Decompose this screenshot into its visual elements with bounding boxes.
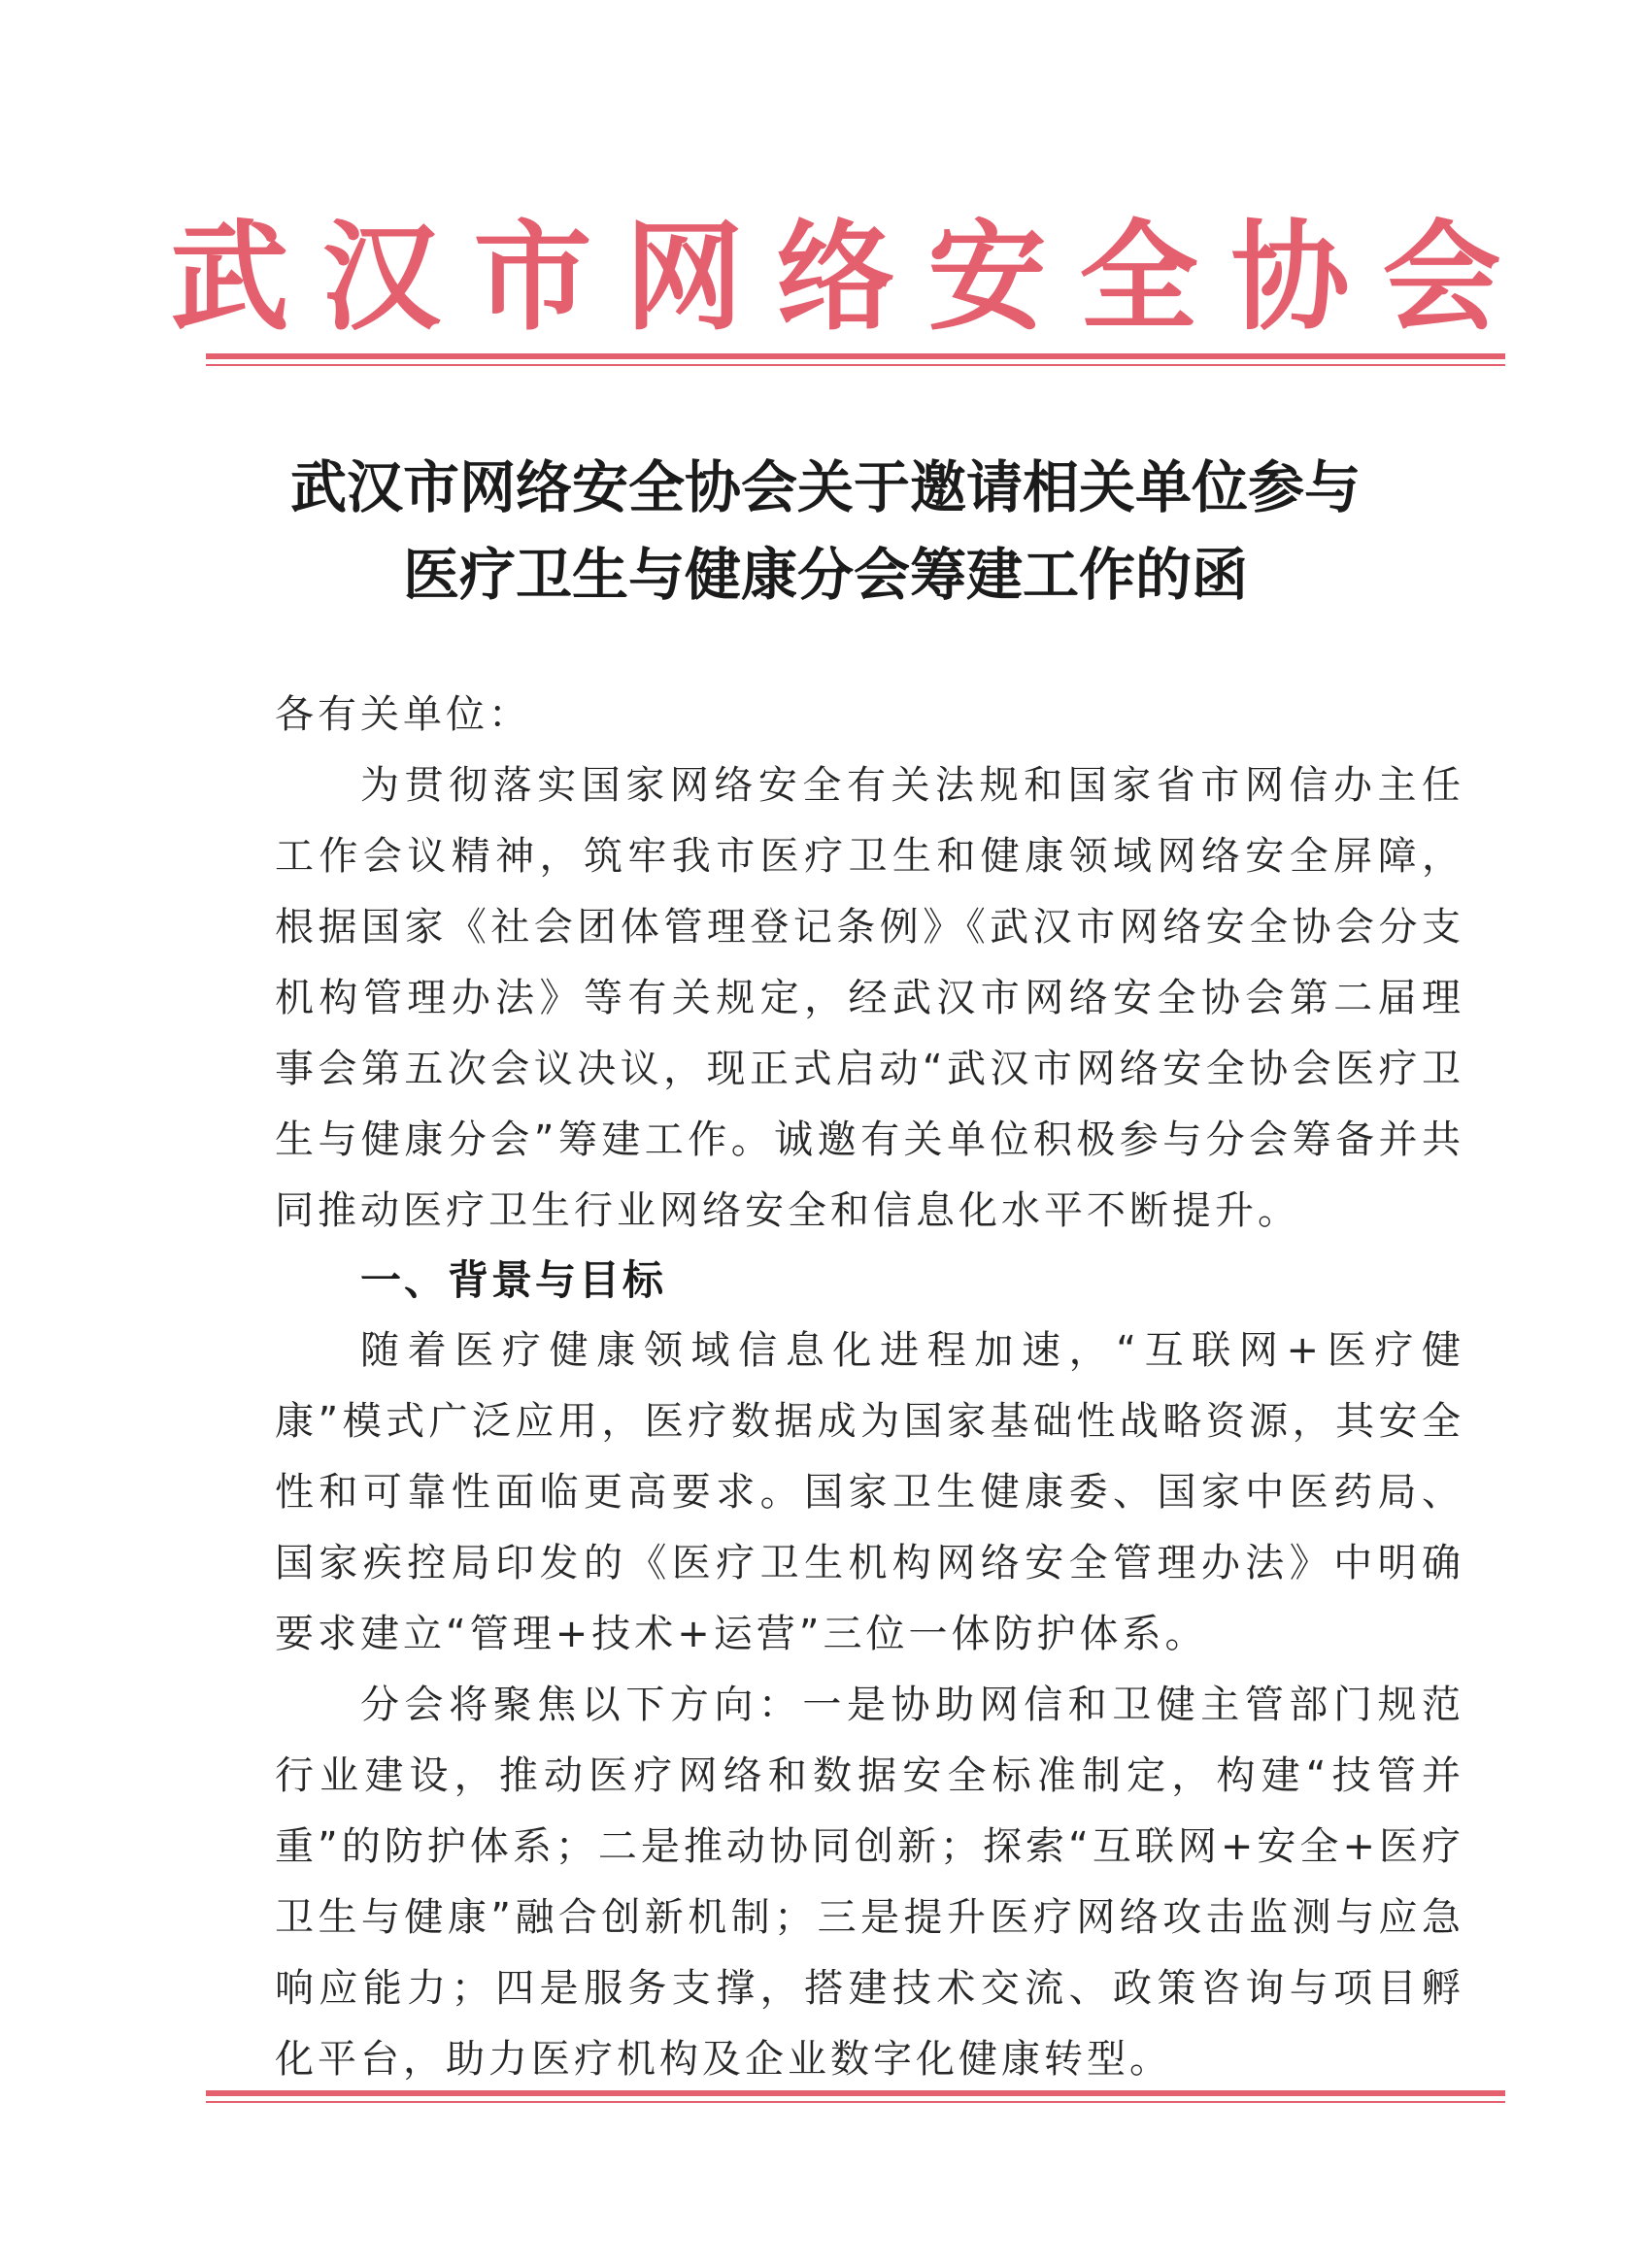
rule-thick-line	[206, 353, 1505, 359]
paragraph-directions: 分会将聚焦以下方向：一是协助网信和卫健主管部门规范行业建设，推动医疗网络和数据安全标准制定，构建“技管并重”的防护体系；二是推动协同创新；探索“互联网+安全+医疗卫生与健康”融合创新机制；三是提升医疗网络攻击监测与应急响应能力；四是服务支撑，搭建技术交流、政策咨询与项目孵化平台，助力医疗机构及企业数字化健康转型。	[275, 1683, 1464, 2082]
letterhead-red-rule	[206, 353, 1505, 366]
document-title-line-1: 武汉市网络安全协会关于邀请相关单位参与	[289, 454, 1361, 520]
rule-thick-line	[206, 2090, 1505, 2096]
section-heading-background: 一、背景与目标	[360, 1256, 667, 1304]
salutation: 各有关单位：	[275, 692, 531, 737]
rule-thin-line	[206, 2101, 1505, 2103]
paragraph-intro: 为贯彻落实国家网络安全有关法规和国家省市网信办主任工作会议精神，筑牢我市医疗卫生和健康领域网络安全屏障，根据国家《社会团体管理登记条例》《武汉市网络安全协会分支机构管理办法》等有关规定，经武汉市网络安全协会第二届理事会第五次会议决议，现正式启动“武汉市网络安全协会医疗卫生与健康分会”筹建工作。诚邀有关单位积极参与分会筹备并共同推动医疗卫生行业网络安全和信息化水平不断提升。	[275, 763, 1464, 1233]
rule-thin-line	[206, 364, 1505, 366]
letterhead-org-name: 武汉市网络安全协会	[170, 208, 1534, 347]
document-title-line-2: 医疗卫生与健康分会筹建工作的函	[402, 542, 1248, 608]
footer-red-rule	[206, 2090, 1505, 2103]
paragraph-background: 随着医疗健康领域信息化进程加速，“互联网+医疗健康”模式广泛应用，医疗数据成为国家基础性战略资源，其安全性和可靠性面临更高要求。国家卫生健康委、国家中医药局、国家疾控局印发的《医疗卫生机构网络安全管理办法》中明确要求建立“管理+技术+运营”三位一体防护体系。	[275, 1328, 1464, 1656]
